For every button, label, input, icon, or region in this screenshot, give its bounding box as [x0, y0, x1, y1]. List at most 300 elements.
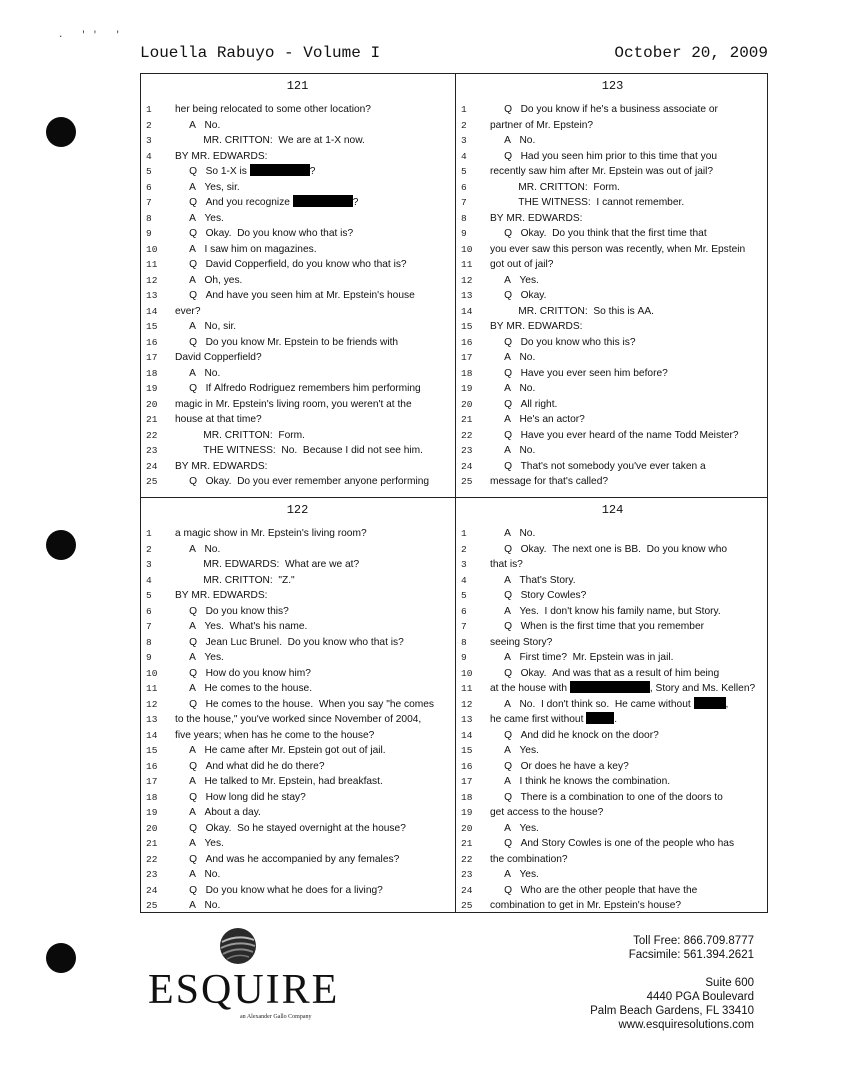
line-number: 9 [461, 228, 467, 239]
transcript-line [456, 102, 769, 118]
line-number: 8 [461, 636, 467, 648]
globe-icon [218, 926, 258, 966]
page-number: 124 [601, 503, 624, 517]
line-number: 15 [146, 321, 158, 332]
line-number: 2 [146, 543, 152, 555]
line-text: A Yes. [490, 822, 539, 834]
line-number: 19 [461, 383, 473, 394]
line-number: 9 [146, 652, 152, 663]
transcript-line [141, 557, 454, 573]
transcript-line [456, 728, 769, 744]
transcript-line [141, 542, 454, 558]
transcript-line [141, 335, 454, 351]
transcript-line [456, 195, 769, 211]
line-number: 16 [461, 336, 473, 348]
line-number: 7 [146, 197, 152, 208]
line-text: A No. [490, 445, 536, 456]
line-text: Q Do you know if he's a business associate or [490, 104, 718, 115]
transcript-line [456, 712, 769, 728]
line-number: 8 [461, 212, 467, 224]
line-number: 12 [461, 698, 473, 710]
line-number: 20 [146, 398, 158, 410]
transcript-page [456, 498, 769, 916]
line-text: Q Okay. So he stayed overnight at the house? [175, 822, 406, 834]
line-text: A I saw him on magazines. [175, 243, 317, 255]
line-text: five years; when has he come to the house? [175, 729, 375, 741]
facsimile: Facsimile: 561.394.2621 [628, 949, 754, 961]
transcript-line [141, 319, 454, 335]
line-text: THE WITNESS: No. Because I did not see him. [175, 445, 423, 456]
transcript-line [141, 743, 454, 759]
line-number: 7 [461, 621, 467, 632]
transcript-line [456, 257, 769, 273]
esquire-logo [148, 924, 340, 1024]
line-number: 18 [461, 791, 473, 803]
line-text: message for that's called? [490, 476, 609, 487]
transcript-line [456, 118, 769, 134]
line-text: Q Or does he have a key? [490, 760, 629, 772]
line-number: 10 [461, 243, 473, 255]
transcript-line [141, 867, 454, 883]
transcript-line [141, 211, 454, 227]
transcript-line [141, 573, 454, 589]
line-number: 5 [146, 590, 152, 601]
line-text: A No. [175, 367, 221, 379]
line-number: 16 [461, 760, 473, 772]
line-number: 5 [461, 166, 467, 177]
line-text: magic in Mr. Epstein's living room, you weren't at the [175, 398, 412, 410]
transcript-line [456, 697, 769, 713]
transcript-line [456, 366, 769, 382]
line-number: 25 [146, 900, 158, 911]
transcript-line [456, 542, 769, 558]
transcript-line [456, 681, 769, 697]
line-number: 13 [461, 290, 473, 301]
line-number: 16 [146, 760, 158, 772]
transcript-line [141, 588, 454, 604]
line-number: 22 [146, 853, 158, 865]
line-text: Q There is a combination to one of the doors to [490, 791, 723, 803]
street: 4440 PGA Boulevard [646, 991, 754, 1003]
line-text: Q Do you know who this is? [490, 336, 636, 348]
transcript-line [456, 133, 769, 149]
transcript-line [141, 635, 454, 651]
transcript-line [141, 852, 454, 868]
line-text: seeing Story? [490, 636, 553, 648]
transcript-line [456, 790, 769, 806]
line-number: 14 [461, 305, 473, 317]
line-number: 20 [461, 398, 473, 410]
line-number: 22 [146, 429, 158, 441]
transcript-line [456, 759, 769, 775]
line-number: 3 [461, 559, 467, 570]
transcript-line [456, 319, 769, 335]
line-text: Q Jean Luc Brunel. Do you know who that is? [175, 636, 404, 648]
line-text: Q That's not somebody you've ever taken a [490, 460, 706, 472]
transcript-line [141, 288, 454, 304]
line-number: 8 [146, 636, 152, 648]
punch-hole [46, 117, 76, 147]
transcript-line [141, 366, 454, 382]
line-text: A Yes, sir. [175, 181, 240, 193]
line-text: Q And what did he do there? [175, 760, 325, 772]
page-number: 123 [601, 79, 624, 93]
line-text: you ever saw this person was recently, when Mr. Epstein [490, 243, 746, 255]
line-text: A Yes. [490, 274, 539, 286]
line-text: Q Okay. Do you think that the first time that [490, 228, 707, 239]
line-text: BY MR. EDWARDS: [175, 590, 268, 601]
line-text: A No. [490, 528, 536, 539]
line-number: 10 [146, 667, 158, 679]
transcript-line [141, 728, 454, 744]
page-header [140, 44, 768, 66]
transcript-line [141, 459, 454, 475]
transcript-line [456, 474, 769, 490]
line-text: A That's Story. [490, 574, 576, 586]
line-number: 24 [461, 884, 473, 896]
line-number: 16 [146, 336, 158, 348]
line-text: Q Had you seen him prior to this time that you [490, 150, 718, 162]
line-number: 19 [146, 807, 158, 818]
transcript-line [141, 180, 454, 196]
line-text: Q Story Cowles? [490, 590, 587, 601]
transcript-line [141, 681, 454, 697]
redaction-box [570, 681, 650, 693]
line-text: a magic show in Mr. Epstein's living room? [175, 528, 367, 539]
line-number: 3 [146, 135, 152, 146]
line-number: 15 [461, 321, 473, 332]
line-text: A No, sir. [175, 321, 237, 332]
transcript-line [456, 557, 769, 573]
transcript-line [456, 883, 769, 899]
line-number: 15 [461, 745, 473, 756]
line-text: Q All right. [490, 398, 558, 410]
transcript-line [456, 180, 769, 196]
line-number: 20 [146, 822, 158, 834]
line-number: 22 [461, 429, 473, 441]
line-text: THE WITNESS: I cannot remember. [490, 197, 685, 208]
line-text: BY MR. EDWARDS: [490, 212, 583, 224]
line-number: 2 [461, 543, 467, 555]
line-number: 23 [146, 869, 158, 880]
line-text: A No. [490, 383, 536, 394]
transcript-line [141, 774, 454, 790]
transcript-line [141, 242, 454, 258]
transcript-line [456, 164, 769, 180]
transcript-line [141, 397, 454, 413]
line-text: Q And have you seen him at Mr. Epstein's house [175, 290, 415, 301]
line-text: her being relocated to some other location? [175, 104, 371, 115]
transcript-line [456, 412, 769, 428]
transcript-line [141, 619, 454, 635]
transcript-line [141, 474, 454, 490]
line-text: A No. [175, 869, 221, 880]
line-text: Q Okay. [490, 290, 547, 301]
line-text: Q He comes to the house. When you say "he comes [175, 698, 434, 710]
transcript-line [456, 397, 769, 413]
line-text: Q Okay. Do you ever remember anyone performing [175, 476, 430, 487]
transcript-line [456, 288, 769, 304]
line-number: 11 [146, 259, 158, 270]
line-text: A Yes. [175, 652, 224, 663]
line-number: 23 [461, 445, 473, 456]
line-number: 6 [146, 181, 152, 193]
line-number: 11 [461, 683, 473, 694]
line-number: 25 [461, 476, 473, 487]
punch-hole [46, 943, 76, 973]
line-number: 13 [146, 714, 158, 725]
line-number: 15 [146, 745, 158, 756]
line-text: house at that time? [175, 414, 262, 425]
transcript-line [141, 526, 454, 542]
transcript-line [141, 226, 454, 242]
deponent-volume: Louella Rabuyo - Volume I [140, 44, 381, 62]
line-text: David Copperfield? [175, 352, 262, 363]
line-text: MR. CRITTON: So this is AA. [490, 305, 654, 317]
transcript-line [456, 428, 769, 444]
transcript-line [456, 619, 769, 635]
transcript-line [456, 898, 769, 914]
line-text: combination to get in Mr. Epstein's house? [490, 900, 682, 911]
line-number: 17 [146, 352, 158, 363]
line-text: that is? [490, 559, 523, 570]
line-number: 14 [146, 729, 158, 741]
line-number: 4 [146, 574, 152, 586]
line-text: A No. [175, 119, 221, 131]
redaction-box [586, 712, 614, 724]
transcript-line [456, 304, 769, 320]
transcript-line [456, 805, 769, 821]
transcript-line [456, 774, 769, 790]
line-number: 4 [461, 150, 467, 162]
transcript-line [141, 149, 454, 165]
transcript-line [141, 697, 454, 713]
line-text: MR. CRITTON: Form. [490, 181, 620, 193]
transcript-line [456, 526, 769, 542]
line-text: Q When is the first time that you remember [490, 621, 705, 632]
line-number: 13 [461, 714, 473, 725]
line-text: at the house with , Story and Ms. Kellen? [490, 683, 756, 694]
line-text: A Yes. [175, 212, 224, 224]
line-number: 20 [461, 822, 473, 834]
line-text: got out of jail? [490, 259, 554, 270]
transcript-grid [140, 73, 768, 913]
line-text: A Yes. I don't know his family name, but Story. [490, 605, 721, 617]
deposition-date: October 20, 2009 [614, 44, 768, 62]
transcript-line [141, 759, 454, 775]
line-text: Q And you recognize ? [175, 197, 359, 208]
line-text: MR. CRITTON: We are at 1-X now. [175, 135, 365, 146]
line-number: 5 [461, 590, 467, 601]
line-text: Q Do you know this? [175, 605, 289, 617]
line-number: 5 [146, 166, 152, 177]
line-number: 21 [146, 838, 158, 849]
line-text: Q Okay. Do you know who that is? [175, 228, 354, 239]
transcript-page [141, 498, 454, 916]
transcript-line [141, 304, 454, 320]
line-text: MR. EDWARDS: What are we at? [175, 559, 360, 570]
line-text: he came first without . [490, 714, 618, 725]
transcript-line [141, 195, 454, 211]
line-number: 8 [146, 212, 152, 224]
line-text: Q And was he accompanied by any females? [175, 853, 400, 865]
line-number: 18 [461, 367, 473, 379]
line-number: 23 [461, 869, 473, 880]
line-number: 1 [146, 528, 152, 539]
page-number: 122 [286, 503, 309, 517]
transcript-line [141, 350, 454, 366]
line-text: partner of Mr. Epstein? [490, 119, 594, 131]
line-number: 10 [146, 243, 158, 255]
transcript-line [456, 335, 769, 351]
redaction-box [694, 697, 726, 709]
line-number: 11 [461, 259, 473, 270]
line-number: 19 [146, 383, 158, 394]
line-number: 13 [146, 290, 158, 301]
transcript-line [141, 666, 454, 682]
transcript-line [456, 650, 769, 666]
line-number: 12 [146, 274, 158, 286]
transcript-line [141, 412, 454, 428]
transcript-line [456, 381, 769, 397]
line-number: 14 [461, 729, 473, 741]
line-number: 6 [461, 605, 467, 617]
transcript-line [456, 588, 769, 604]
line-text: A No. [490, 352, 536, 363]
line-number: 24 [146, 460, 158, 472]
line-number: 2 [461, 119, 467, 131]
line-text: A About a day. [175, 807, 261, 818]
transcript-line [141, 428, 454, 444]
line-text: ever? [175, 305, 201, 317]
logo-tagline: an Alexander Gallo Company [240, 1014, 312, 1020]
line-number: 19 [461, 807, 473, 818]
line-number: 9 [461, 652, 467, 663]
transcript-line [141, 712, 454, 728]
contact-phones [629, 934, 754, 962]
line-text: to the house," you've worked since November of 2004, [175, 714, 422, 725]
line-text: A He talked to Mr. Epstein, had breakfast. [175, 776, 383, 787]
line-text: A He's an actor? [490, 414, 585, 425]
transcript-line [141, 443, 454, 459]
line-text: Q Who are the other people that have the [490, 884, 698, 896]
line-number: 17 [461, 352, 473, 363]
line-text: A No. [175, 543, 221, 555]
transcript-line [456, 211, 769, 227]
line-text: Q Okay. And was that as a result of him being [490, 667, 720, 679]
line-text: get access to the house? [490, 807, 604, 818]
city: Palm Beach Gardens, FL 33410 [590, 1005, 754, 1017]
transcript-line [456, 867, 769, 883]
transcript-line [456, 273, 769, 289]
page-number: 121 [286, 79, 309, 93]
line-number: 1 [146, 104, 152, 115]
line-number: 7 [146, 621, 152, 632]
line-number: 21 [146, 414, 158, 425]
transcript-line [141, 790, 454, 806]
suite: Suite 600 [705, 977, 754, 989]
transcript-line [456, 604, 769, 620]
line-number: 21 [461, 838, 473, 849]
line-text: A Yes. [175, 838, 224, 849]
transcript-line [456, 573, 769, 589]
transcript-line [141, 836, 454, 852]
transcript-line [456, 852, 769, 868]
line-text: A He came after Mr. Epstein got out of jail. [175, 745, 386, 756]
line-text: Q How long did he stay? [175, 791, 306, 803]
transcript-page [456, 74, 769, 492]
transcript-line [141, 381, 454, 397]
line-number: 17 [146, 776, 158, 787]
line-text: Q Have you ever seen him before? [490, 367, 668, 379]
line-number: 1 [461, 104, 467, 115]
line-number: 22 [461, 853, 473, 865]
transcript-line [456, 821, 769, 837]
line-text: Q Okay. The next one is BB. Do you know who [490, 543, 728, 555]
transcript-line [456, 443, 769, 459]
line-text: BY MR. EDWARDS: [175, 150, 268, 162]
transcript-line [456, 149, 769, 165]
line-text: Q Have you ever heard of the name Todd Meister? [490, 429, 739, 441]
transcript-line [141, 883, 454, 899]
transcript-line [456, 459, 769, 475]
transcript-line [141, 273, 454, 289]
line-number: 18 [146, 791, 158, 803]
transcript-line [141, 898, 454, 914]
line-text: Q And did he knock on the door? [490, 729, 659, 741]
line-text: the combination? [490, 853, 568, 865]
transcript-line [456, 635, 769, 651]
line-text: Q Do you know Mr. Epstein to be friends with [175, 336, 399, 348]
transcript-line [141, 650, 454, 666]
line-number: 1 [461, 528, 467, 539]
line-text: A No. [175, 900, 221, 911]
line-text: A Yes. What's his name. [175, 621, 308, 632]
line-number: 3 [146, 559, 152, 570]
line-text: A No. [490, 135, 536, 146]
line-text: MR. CRITTON: "Z." [175, 574, 295, 586]
line-number: 2 [146, 119, 152, 131]
line-number: 7 [461, 197, 467, 208]
transcript-line [141, 821, 454, 837]
logo-wordmark: ESQUIRE [148, 967, 340, 1013]
transcript-line [141, 102, 454, 118]
transcript-line [456, 666, 769, 682]
transcript-line [141, 805, 454, 821]
transcript-line [456, 242, 769, 258]
transcript-page [141, 74, 454, 492]
line-number: 25 [146, 476, 158, 487]
line-text: Q Do you know what he does for a living? [175, 884, 383, 896]
line-number: 10 [461, 667, 473, 679]
line-number: 3 [461, 135, 467, 146]
line-number: 12 [146, 698, 158, 710]
line-number: 6 [146, 605, 152, 617]
website-link[interactable]: www.esquiresolutions.com [618, 1019, 754, 1031]
transcript-line [456, 226, 769, 242]
line-text: BY MR. EDWARDS: [175, 460, 268, 472]
toll-free: Toll Free: 866.709.8777 [633, 935, 754, 947]
line-text: BY MR. EDWARDS: [490, 321, 583, 332]
line-number: 24 [461, 460, 473, 472]
line-number: 4 [146, 150, 152, 162]
redaction-box [250, 164, 310, 176]
transcript-line [456, 743, 769, 759]
line-text: MR. CRITTON: Form. [175, 429, 305, 441]
scan-specks: . '' ' [58, 30, 127, 40]
line-number: 4 [461, 574, 467, 586]
line-number: 17 [461, 776, 473, 787]
